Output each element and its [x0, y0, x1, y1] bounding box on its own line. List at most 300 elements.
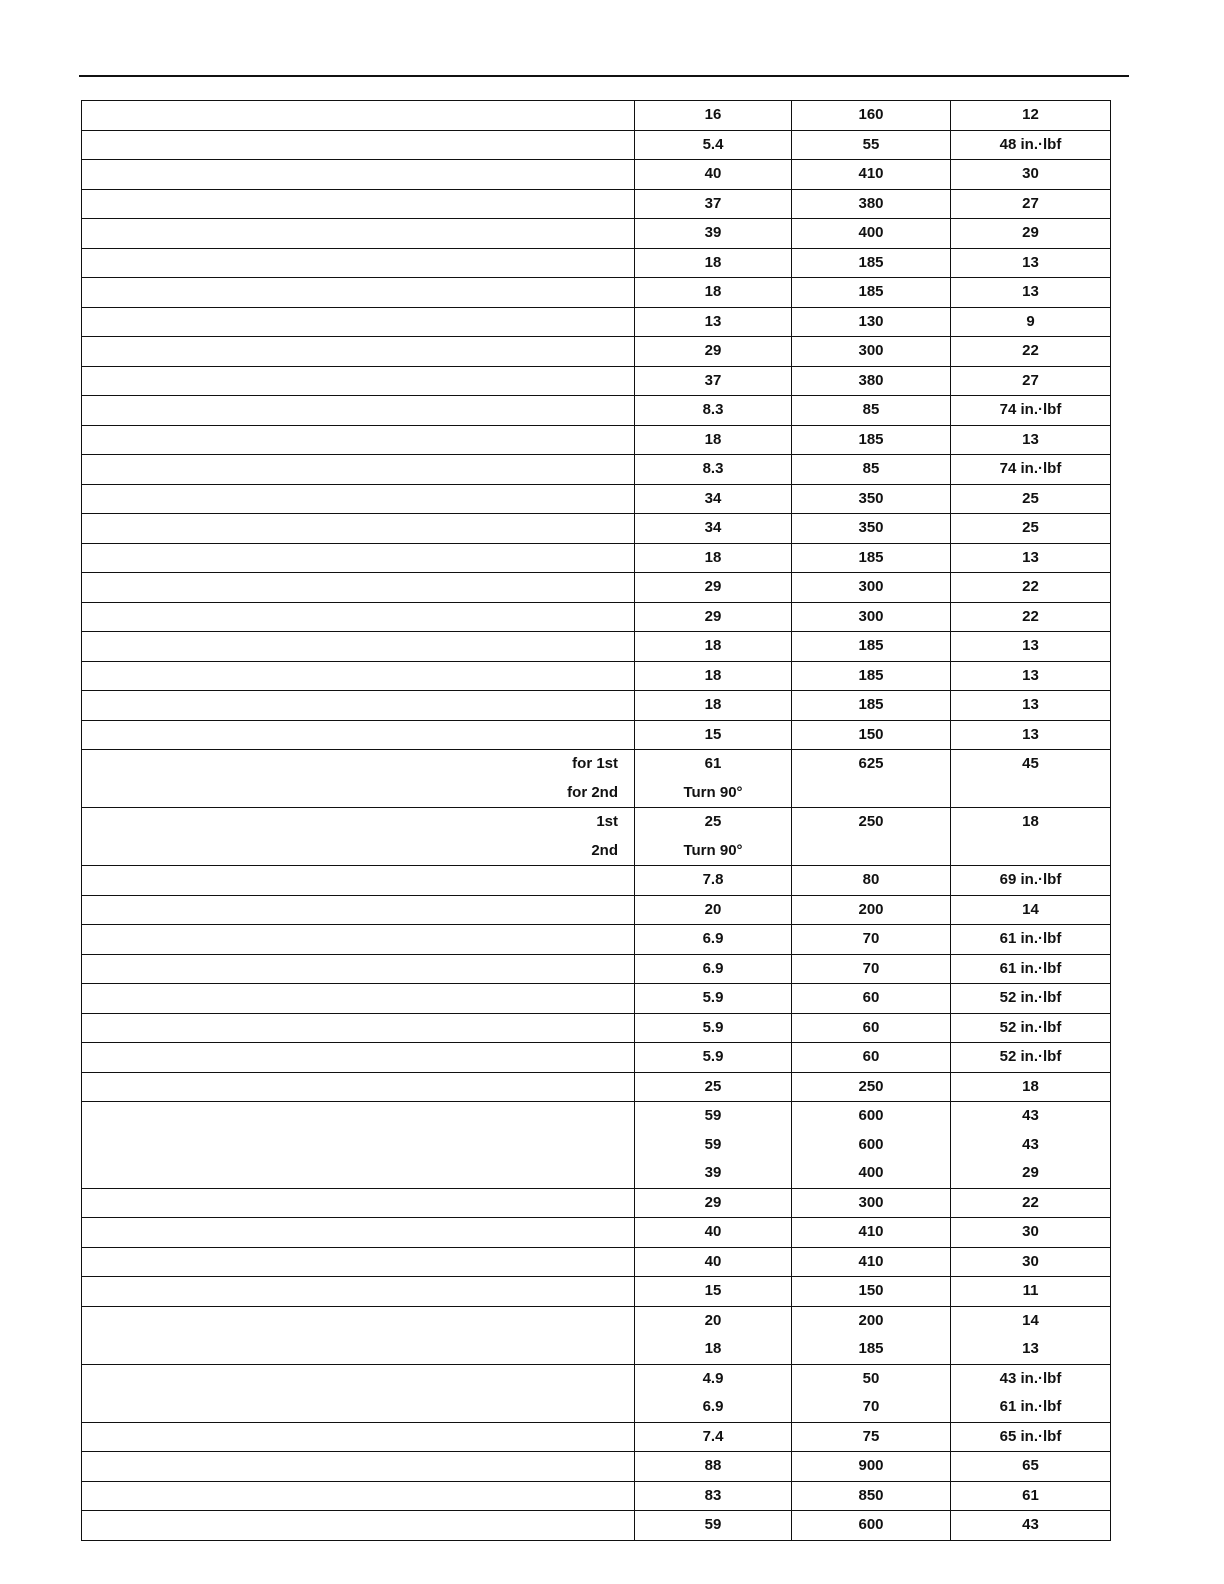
table-row — [82, 455, 1111, 485]
torque-kgfcm-cell — [792, 307, 951, 337]
torque-value: 185 — [858, 696, 884, 713]
torque-value: 43 — [1022, 1135, 1039, 1153]
torque-value: 6.9 — [702, 930, 724, 947]
table-row — [82, 337, 1111, 367]
torque-kgfcm-cell — [792, 101, 951, 131]
torque-nm-cell — [635, 661, 792, 691]
torque-nm-cell — [635, 808, 792, 866]
torque-nm-cell — [635, 866, 792, 896]
torque-value: Turn 90° — [683, 841, 743, 859]
torque-value: 410 — [858, 165, 884, 182]
table-row — [82, 632, 1111, 662]
torque-value: 7.4 — [702, 1427, 724, 1445]
torque-value: 39 — [704, 1164, 722, 1181]
torque-value: 39 — [704, 224, 722, 241]
torque-value: 40 — [704, 1223, 722, 1240]
torque-nm-cell — [635, 573, 792, 603]
torque-kgfcm-cell — [792, 984, 951, 1014]
table-row — [82, 661, 1111, 691]
torque-nm-cell — [635, 1188, 792, 1218]
torque-nm-cell — [635, 720, 792, 750]
torque-value: 400 — [858, 224, 884, 241]
part-name-cell — [82, 954, 635, 984]
torque-value: 18 — [704, 430, 722, 448]
torque-value: 25 — [704, 813, 722, 830]
torque-value: 61 — [1022, 1486, 1039, 1504]
part-name-cell — [82, 1481, 635, 1511]
torque-value: Turn 90° — [683, 783, 743, 801]
torque-nm-cell — [635, 1452, 792, 1482]
part-name-cell — [82, 219, 635, 249]
table-row — [82, 484, 1111, 514]
torque-value: 850 — [858, 1486, 884, 1504]
torque-value: 185 — [858, 666, 884, 684]
torque-nm-cell — [635, 130, 792, 160]
torque-value: 43 — [1022, 1107, 1039, 1124]
part-label: 2nd — [591, 841, 618, 859]
torque-value: 13 — [1022, 430, 1039, 448]
part-name-cell — [82, 1247, 635, 1277]
torque-value: 16 — [704, 106, 722, 123]
torque-value: 85 — [862, 401, 880, 418]
torque-kgfcm-cell — [792, 954, 951, 984]
part-name-cell — [82, 455, 635, 485]
torque-value: 380 — [858, 194, 884, 212]
torque-kgfcm-cell — [792, 1481, 951, 1511]
torque-ftlbf-cell — [951, 1481, 1111, 1511]
torque-value: 13 — [1022, 253, 1039, 271]
torque-value: 13 — [1022, 637, 1039, 654]
part-name-cell — [82, 337, 635, 367]
torque-kgfcm-cell — [792, 925, 951, 955]
torque-value: 22 — [1022, 607, 1039, 625]
torque-value: 350 — [858, 519, 884, 536]
torque-value: 59 — [704, 1135, 722, 1153]
torque-value: 40 — [704, 165, 722, 182]
torque-nm-cell — [635, 984, 792, 1014]
torque-ftlbf-cell — [951, 337, 1111, 367]
torque-nm-cell — [635, 543, 792, 573]
table-row — [82, 984, 1111, 1014]
table-row — [82, 1072, 1111, 1102]
torque-value: 11 — [1022, 1282, 1039, 1299]
top-rule — [79, 75, 1129, 77]
part-name-cell — [82, 307, 635, 337]
table-row — [82, 866, 1111, 896]
table-row — [82, 720, 1111, 750]
torque-ftlbf-cell — [951, 895, 1111, 925]
part-name-cell — [82, 1188, 635, 1218]
torque-value: 74 in.·lbf — [999, 460, 1062, 477]
torque-ftlbf-cell — [951, 543, 1111, 573]
torque-value: 70 — [862, 930, 880, 947]
torque-value: 185 — [858, 1340, 884, 1357]
torque-value: 380 — [858, 371, 884, 389]
torque-kgfcm-cell — [792, 366, 951, 396]
torque-value: 43 — [1022, 1516, 1039, 1533]
torque-ftlbf-cell — [951, 1043, 1111, 1073]
torque-value: 18 — [704, 253, 722, 271]
torque-value: 30 — [1022, 165, 1039, 182]
torque-kgfcm-cell — [792, 425, 951, 455]
table-row — [82, 160, 1111, 190]
torque-nm-cell — [635, 925, 792, 955]
torque-kgfcm-cell — [792, 720, 951, 750]
torque-value: 29 — [704, 342, 722, 359]
torque-ftlbf-cell — [951, 1364, 1111, 1422]
torque-kgfcm-cell — [792, 1452, 951, 1482]
part-name-cell — [82, 248, 635, 278]
torque-ftlbf-cell — [951, 1102, 1111, 1189]
torque-nm-cell — [635, 1072, 792, 1102]
torque-ftlbf-cell — [951, 925, 1111, 955]
part-name-cell — [82, 1277, 635, 1307]
torque-kgfcm-cell — [792, 750, 951, 808]
torque-value: 22 — [1022, 1193, 1039, 1211]
torque-kgfcm-cell — [792, 602, 951, 632]
torque-value: 25 — [1022, 489, 1039, 507]
torque-value: 130 — [858, 312, 884, 330]
part-name-cell — [82, 514, 635, 544]
part-name-cell — [82, 160, 635, 190]
table-row — [82, 1247, 1111, 1277]
torque-ftlbf-cell — [951, 1247, 1111, 1277]
table-row — [82, 1102, 1111, 1189]
torque-kgfcm-cell — [792, 1043, 951, 1073]
torque-nm-cell — [635, 691, 792, 721]
torque-kgfcm-cell — [792, 130, 951, 160]
torque-value: 37 — [704, 371, 722, 389]
torque-kgfcm-cell — [792, 1102, 951, 1189]
torque-value: 27 — [1022, 194, 1039, 212]
torque-value: 34 — [704, 489, 722, 507]
table-row — [82, 1188, 1111, 1218]
torque-kgfcm-cell — [792, 396, 951, 426]
torque-value: 83 — [704, 1486, 722, 1504]
torque-ftlbf-cell — [951, 189, 1111, 219]
torque-value: 185 — [858, 283, 884, 300]
torque-value: 900 — [858, 1457, 884, 1474]
torque-ftlbf-cell — [951, 101, 1111, 131]
torque-value: 200 — [858, 900, 884, 918]
table-row — [82, 925, 1111, 955]
torque-ftlbf-cell — [951, 984, 1111, 1014]
torque-value: 250 — [858, 1077, 884, 1095]
torque-value: 43 in.·lbf — [999, 1369, 1062, 1387]
torque-value: 300 — [858, 607, 884, 625]
torque-value: 4.9 — [702, 1369, 724, 1387]
torque-value: 150 — [858, 1282, 884, 1299]
part-name-cell — [82, 925, 635, 955]
torque-kgfcm-cell — [792, 1013, 951, 1043]
torque-kgfcm-cell — [792, 632, 951, 662]
torque-value: 45 — [1022, 755, 1039, 772]
part-name-cell — [82, 866, 635, 896]
torque-value: 29 — [1022, 224, 1039, 241]
torque-kgfcm-cell — [792, 248, 951, 278]
torque-value: 30 — [1022, 1223, 1039, 1240]
torque-value: 5.9 — [702, 1048, 724, 1065]
table-row — [82, 425, 1111, 455]
torque-value: 25 — [704, 1077, 722, 1095]
torque-value: 400 — [858, 1164, 884, 1181]
table-row — [82, 1452, 1111, 1482]
part-name-cell — [82, 396, 635, 426]
part-name-cell — [82, 720, 635, 750]
torque-nm-cell — [635, 248, 792, 278]
torque-value: 18 — [1022, 1077, 1039, 1095]
torque-value: 70 — [862, 1398, 880, 1415]
table-row — [82, 396, 1111, 426]
part-name-cell — [82, 661, 635, 691]
torque-value: 20 — [704, 900, 722, 918]
torque-value: 13 — [1022, 696, 1039, 713]
torque-value: 13 — [1022, 1340, 1039, 1357]
torque-ftlbf-cell — [951, 602, 1111, 632]
torque-value: 34 — [704, 519, 722, 536]
table-row — [82, 895, 1111, 925]
torque-nm-cell — [635, 1511, 792, 1541]
part-name-cell — [82, 1511, 635, 1541]
torque-value: 25 — [1022, 519, 1039, 536]
table-row — [82, 1511, 1111, 1541]
torque-value: 29 — [1022, 1164, 1039, 1181]
torque-ftlbf-cell — [951, 484, 1111, 514]
table-row — [82, 954, 1111, 984]
torque-spec-table — [81, 100, 1111, 1541]
table-row — [82, 1481, 1111, 1511]
part-name-cell — [82, 278, 635, 308]
torque-kgfcm-cell — [792, 484, 951, 514]
torque-ftlbf-cell — [951, 1511, 1111, 1541]
torque-value: 350 — [858, 489, 884, 507]
table-row — [82, 130, 1111, 160]
torque-value: 14 — [1022, 900, 1039, 918]
torque-nm-cell — [635, 895, 792, 925]
torque-nm-cell — [635, 1102, 792, 1189]
part-name-cell — [82, 1218, 635, 1248]
table-row — [82, 219, 1111, 249]
torque-value: 300 — [858, 578, 884, 595]
torque-ftlbf-cell — [951, 1306, 1111, 1364]
table-row — [82, 366, 1111, 396]
part-name-cell — [82, 484, 635, 514]
torque-nm-cell — [635, 750, 792, 808]
torque-value: 60 — [862, 989, 880, 1006]
table-row — [82, 1218, 1111, 1248]
torque-nm-cell — [635, 219, 792, 249]
part-name-cell — [82, 984, 635, 1014]
torque-ftlbf-cell — [951, 1218, 1111, 1248]
torque-ftlbf-cell — [951, 1013, 1111, 1043]
torque-nm-cell — [635, 954, 792, 984]
torque-value: 600 — [858, 1107, 884, 1124]
table-row — [82, 307, 1111, 337]
torque-value: 22 — [1022, 342, 1039, 359]
table-row — [82, 573, 1111, 603]
torque-value: 250 — [858, 813, 884, 830]
part-label: for 1st — [572, 755, 618, 772]
part-name-cell — [82, 895, 635, 925]
torque-value: 88 — [704, 1457, 722, 1474]
torque-kgfcm-cell — [792, 1218, 951, 1248]
torque-value: 5.9 — [702, 1018, 724, 1036]
torque-nm-cell — [635, 484, 792, 514]
torque-value: 65 — [1022, 1457, 1039, 1474]
torque-value: 13 — [1022, 666, 1039, 684]
part-name-cell — [82, 1452, 635, 1482]
torque-value: 48 in.·lbf — [999, 135, 1062, 153]
torque-value: 410 — [858, 1252, 884, 1270]
torque-value: 18 — [704, 666, 722, 684]
torque-kgfcm-cell — [792, 691, 951, 721]
torque-ftlbf-cell — [951, 720, 1111, 750]
part-name-cell — [82, 1364, 635, 1422]
torque-ftlbf-cell — [951, 808, 1111, 866]
torque-value: 59 — [704, 1107, 722, 1124]
torque-value: 12 — [1022, 106, 1039, 123]
torque-ftlbf-cell — [951, 425, 1111, 455]
table-row — [82, 101, 1111, 131]
torque-value: 65 in.·lbf — [999, 1427, 1062, 1445]
torque-value: 61 in.·lbf — [999, 930, 1062, 947]
torque-kgfcm-cell — [792, 573, 951, 603]
torque-value: 150 — [858, 725, 884, 743]
torque-value: 13 — [1022, 283, 1039, 300]
torque-ftlbf-cell — [951, 130, 1111, 160]
torque-ftlbf-cell — [951, 514, 1111, 544]
torque-value: 27 — [1022, 371, 1039, 389]
torque-ftlbf-cell — [951, 396, 1111, 426]
torque-value: 7.8 — [702, 871, 724, 888]
torque-kgfcm-cell — [792, 219, 951, 249]
torque-value: 52 in.·lbf — [999, 1048, 1062, 1065]
torque-nm-cell — [635, 307, 792, 337]
torque-value: 37 — [704, 194, 722, 212]
torque-value: 200 — [858, 1311, 884, 1329]
torque-value: 300 — [858, 342, 884, 359]
torque-ftlbf-cell — [951, 866, 1111, 896]
table-row — [82, 248, 1111, 278]
torque-value: 40 — [704, 1252, 722, 1270]
table-row — [82, 1422, 1111, 1452]
torque-spec-body — [82, 101, 1111, 1541]
torque-value: 55 — [862, 135, 880, 153]
torque-nm-cell — [635, 1306, 792, 1364]
torque-kgfcm-cell — [792, 337, 951, 367]
torque-kgfcm-cell — [792, 1422, 951, 1452]
torque-value: 13 — [1022, 725, 1039, 743]
table-row — [82, 1277, 1111, 1307]
torque-value: 185 — [858, 253, 884, 271]
table-row — [82, 278, 1111, 308]
torque-value: 18 — [704, 283, 722, 300]
torque-value: 18 — [704, 1340, 722, 1357]
torque-ftlbf-cell — [951, 248, 1111, 278]
torque-value: 15 — [704, 725, 722, 743]
torque-value: 410 — [858, 1223, 884, 1240]
torque-value: 8.3 — [702, 401, 724, 418]
torque-value: 61 — [704, 755, 722, 772]
torque-value: 85 — [862, 460, 880, 477]
torque-ftlbf-cell — [951, 954, 1111, 984]
part-name-cell — [82, 1072, 635, 1102]
torque-ftlbf-cell — [951, 1277, 1111, 1307]
torque-kgfcm-cell — [792, 895, 951, 925]
torque-value: 50 — [862, 1369, 880, 1387]
table-row — [82, 1043, 1111, 1073]
torque-value: 52 in.·lbf — [999, 989, 1062, 1006]
torque-nm-cell — [635, 366, 792, 396]
torque-value: 22 — [1022, 578, 1039, 595]
torque-kgfcm-cell — [792, 455, 951, 485]
torque-nm-cell — [635, 455, 792, 485]
torque-kgfcm-cell — [792, 1364, 951, 1422]
torque-nm-cell — [635, 1481, 792, 1511]
table-row — [82, 808, 1111, 866]
torque-kgfcm-cell — [792, 1247, 951, 1277]
torque-kgfcm-cell — [792, 278, 951, 308]
torque-kgfcm-cell — [792, 543, 951, 573]
part-name-cell — [82, 632, 635, 662]
torque-value: 74 in.·lbf — [999, 401, 1062, 418]
torque-nm-cell — [635, 189, 792, 219]
torque-kgfcm-cell — [792, 160, 951, 190]
torque-value: 75 — [862, 1427, 880, 1445]
torque-value: 8.3 — [702, 460, 724, 477]
torque-nm-cell — [635, 278, 792, 308]
torque-kgfcm-cell — [792, 1188, 951, 1218]
part-name-cell — [82, 1306, 635, 1364]
torque-value: 29 — [704, 578, 722, 595]
torque-value: 70 — [862, 959, 880, 977]
torque-value: 18 — [704, 696, 722, 713]
part-name-cell — [82, 1013, 635, 1043]
torque-nm-cell — [635, 396, 792, 426]
part-name-cell — [82, 189, 635, 219]
torque-ftlbf-cell — [951, 691, 1111, 721]
table-row — [82, 514, 1111, 544]
torque-nm-cell — [635, 1277, 792, 1307]
torque-value: 160 — [858, 106, 884, 123]
torque-kgfcm-cell — [792, 514, 951, 544]
torque-nm-cell — [635, 1422, 792, 1452]
torque-value: 6.9 — [702, 959, 724, 977]
part-label: for 2nd — [567, 783, 618, 801]
torque-value: 29 — [704, 607, 722, 625]
table-row — [82, 543, 1111, 573]
torque-kgfcm-cell — [792, 661, 951, 691]
torque-value: 9 — [1026, 312, 1035, 330]
torque-value: 185 — [858, 637, 884, 654]
part-name-cell — [82, 808, 635, 866]
table-row — [82, 189, 1111, 219]
torque-ftlbf-cell — [951, 632, 1111, 662]
torque-value: 13 — [704, 312, 722, 330]
torque-value: 61 in.·lbf — [999, 959, 1062, 977]
torque-nm-cell — [635, 1043, 792, 1073]
part-name-cell — [82, 573, 635, 603]
torque-ftlbf-cell — [951, 278, 1111, 308]
torque-kgfcm-cell — [792, 1277, 951, 1307]
torque-nm-cell — [635, 160, 792, 190]
torque-value: 29 — [704, 1193, 722, 1211]
torque-value: 59 — [704, 1516, 722, 1533]
torque-ftlbf-cell — [951, 1072, 1111, 1102]
part-name-cell — [82, 366, 635, 396]
torque-nm-cell — [635, 1218, 792, 1248]
torque-kgfcm-cell — [792, 1511, 951, 1541]
